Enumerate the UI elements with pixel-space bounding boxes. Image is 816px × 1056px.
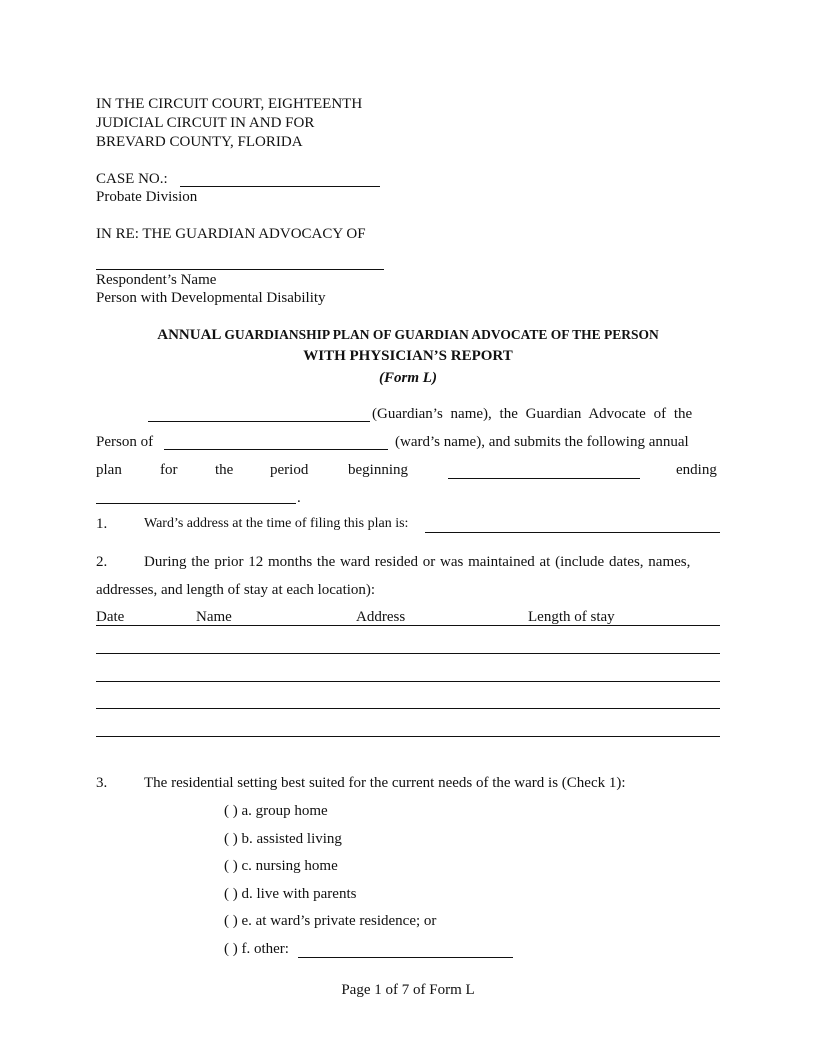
period-beginning-field[interactable] [448,478,640,479]
column-header-address: Address [356,609,406,625]
column-header-length-of-stay: Length of stay [528,609,615,625]
page-footer: Page 1 of 7 of Form L [341,982,475,998]
word-beginning: beginning [348,462,408,478]
word-ending: ending [676,462,717,478]
in-re-heading: IN RE: THE GUARDIAN ADVOCACY OF [96,226,366,242]
form-title-rest: GUARDIANSHIP PLAN OF GUARDIAN ADVOCATE OF THE PERSON [224,327,659,342]
item-3-number: 3. [96,775,108,791]
form-title-lead: ANNUAL [157,327,221,343]
item-2-text-line-2: addresses, and length of stay at each location): [96,582,376,598]
ward-address-field[interactable] [425,532,720,533]
option-other[interactable]: ( ) f. other: [224,941,289,957]
word-the: the [215,462,234,478]
respondent-name-field[interactable] [96,269,384,270]
column-header-date: Date [96,609,125,625]
residence-entry-line[interactable] [96,708,720,709]
case-number-field[interactable] [180,186,380,187]
court-line-2: JUDICIAL CIRCUIT IN AND FOR [96,115,315,131]
residence-entry-line[interactable] [96,736,720,737]
respondent-description: Person with Developmental Disability [96,290,326,306]
form-title-line-2: WITH PHYSICIAN’S REPORT [303,348,513,364]
word-plan: plan [96,462,122,478]
item-1-number: 1. [96,516,108,532]
residence-entry-line[interactable] [96,653,720,654]
case-number-label: CASE NO.: [96,171,168,187]
other-setting-field[interactable] [298,957,513,958]
guardian-name-field[interactable] [148,421,370,422]
court-line-3: BREVARD COUNTY, FLORIDA [96,134,303,150]
item-2-text-line-1: During the prior 12 months the ward resided or was maintained at (include dates, names, [144,554,691,570]
ward-name-field[interactable] [164,449,388,450]
person-of-text: Person of [96,434,154,450]
option-private-residence[interactable]: ( ) e. at ward’s private residence; or [224,913,437,929]
form-subtitle: (Form L) [379,370,437,386]
option-nursing-home[interactable]: ( ) c. nursing home [224,858,338,874]
form-title-line-1 [0,327,816,344]
court-line-1: IN THE CIRCUIT COURT, EIGHTEENTH [96,96,363,112]
option-group-home[interactable]: ( ) a. group home [224,803,328,819]
probate-division: Probate Division [96,189,198,205]
word-for: for [160,462,178,478]
period-ending-field[interactable] [96,503,296,504]
column-header-name: Name [196,609,232,625]
ending-period-mark: . [297,490,301,506]
item-1-text: Ward’s address at the time of filing this plan is: [144,516,409,531]
word-period: period [270,462,309,478]
option-assisted-living[interactable]: ( ) b. assisted living [224,831,342,847]
respondent-name-label: Respondent’s Name [96,272,217,288]
residence-entry-line[interactable] [96,681,720,682]
ward-name-text: (ward’s name), and submits the following annual [395,434,689,450]
item-3-text: The residential setting best suited for the current needs of the ward is (Check 1): [144,775,626,791]
guardian-name-text: (Guardian’s name), the Guardian Advocate of the [372,406,693,422]
item-2-number: 2. [96,554,108,570]
residence-table-header-rule [96,625,720,626]
option-live-with-parents[interactable]: ( ) d. live with parents [224,886,357,902]
